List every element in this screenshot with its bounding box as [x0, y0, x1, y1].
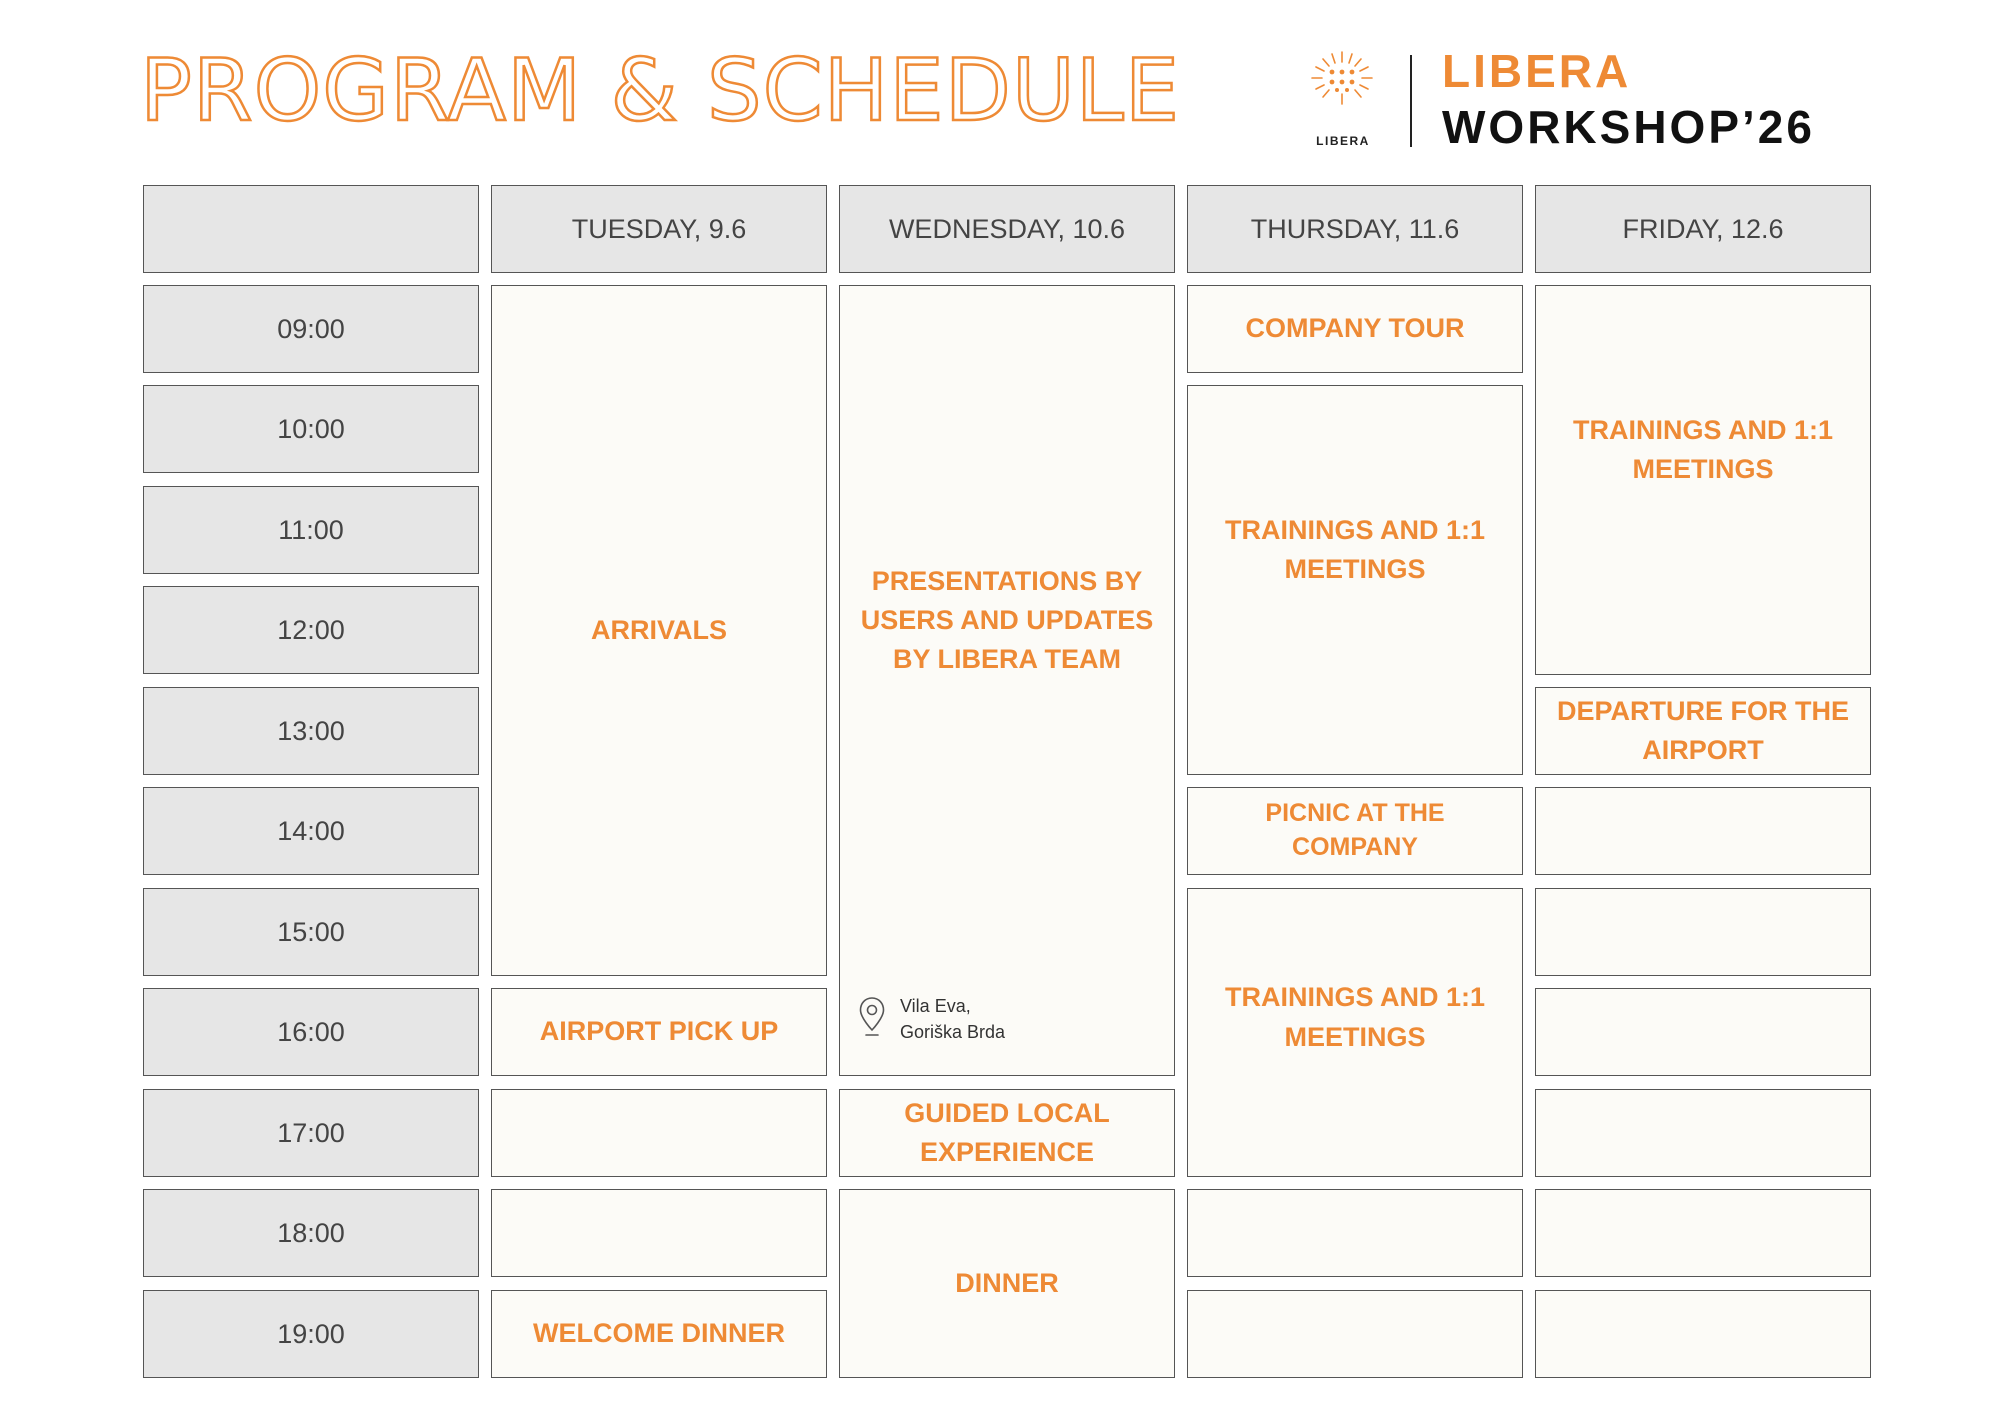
time-slot-1600: 16:00: [143, 988, 479, 1076]
event-label: WELCOME DINNER: [533, 1318, 785, 1349]
event-label: AIRPORT PICK UP: [539, 1016, 779, 1047]
event-trainings-friday: [1535, 285, 1871, 675]
time-slot-1300: 13:00: [143, 687, 479, 775]
event-presentations: [839, 285, 1175, 1076]
header-divider: [1410, 55, 1412, 147]
event-label: ARRIVALS: [590, 614, 727, 645]
event-label: TRAININGS AND 1:1 MEETINGS: [1224, 514, 1486, 584]
event-departure: [1535, 687, 1871, 775]
event-label: TRAININGS AND 1:1 MEETINGS: [1224, 982, 1486, 1052]
event-trainings-morning: [1187, 385, 1523, 775]
event-arrivals: [491, 285, 827, 976]
page-title: PROGRAM & SCHEDULE: [140, 41, 1181, 141]
event-name: WORKSHOP’26: [1442, 101, 1815, 153]
venue-location: [858, 996, 1005, 1042]
location-name: Vila Eva,: [900, 995, 971, 1016]
event-picnic: [1187, 787, 1523, 875]
time-slot-0900: 09:00: [143, 285, 479, 373]
time-slot-1100: 11:00: [143, 486, 479, 574]
column-header-wednesday: WEDNESDAY, 10.6: [839, 185, 1175, 273]
map-pin-icon: [858, 996, 886, 1043]
location-region: Goriška Brda: [900, 1022, 1006, 1042]
time-slot-1500: 15:00: [143, 888, 479, 976]
time-slot-1800: 18:00: [143, 1189, 479, 1277]
brand-name: LIBERA: [1442, 45, 1632, 97]
empty-slot: [1535, 888, 1871, 976]
empty-slot: [491, 1089, 827, 1177]
event-guided-local-experience: [839, 1089, 1175, 1177]
event-label: TRAININGS AND 1:1 MEETINGS: [1572, 414, 1834, 484]
event-dinner: [839, 1189, 1175, 1378]
corner-header-cell: [143, 185, 479, 273]
time-slot-1400: 14:00: [143, 787, 479, 875]
column-header-tuesday: TUESDAY, 9.6: [491, 185, 827, 273]
empty-slot: [1187, 1290, 1523, 1378]
empty-slot: [1535, 1189, 1871, 1277]
event-label: GUIDED LOCAL EXPERIENCE: [904, 1097, 1110, 1167]
empty-slot: [1535, 1089, 1871, 1177]
event-label: COMPANY TOUR: [1245, 313, 1465, 344]
time-slot-1000: 10:00: [143, 385, 479, 473]
event-label: DEPARTURE FOR THE AIRPORT: [1556, 695, 1849, 765]
empty-slot: [1187, 1189, 1523, 1277]
event-company-tour: [1187, 285, 1523, 373]
event-label: DINNER: [955, 1267, 1059, 1298]
time-slot-1200: 12:00: [143, 586, 479, 674]
empty-slot: [491, 1189, 827, 1277]
column-header-thursday: THURSDAY, 11.6: [1187, 185, 1523, 273]
empty-slot: [1535, 988, 1871, 1076]
empty-slot: [1535, 787, 1871, 875]
event-label: PICNIC AT THE COMPANY: [1265, 799, 1445, 861]
logo-wordmark: LIBERA: [1316, 134, 1370, 148]
event-welcome-dinner: [491, 1290, 827, 1378]
event-trainings-afternoon: [1187, 888, 1523, 1177]
event-airport-pickup: [491, 988, 827, 1076]
time-slot-1900: 19:00: [143, 1290, 479, 1378]
column-header-friday: FRIDAY, 12.6: [1535, 185, 1871, 273]
time-slot-1700: 17:00: [143, 1089, 479, 1177]
event-label: PRESENTATIONS BY USERS AND UPDATES BY LIBERA TEAM: [860, 565, 1154, 675]
empty-slot: [1535, 1290, 1871, 1378]
